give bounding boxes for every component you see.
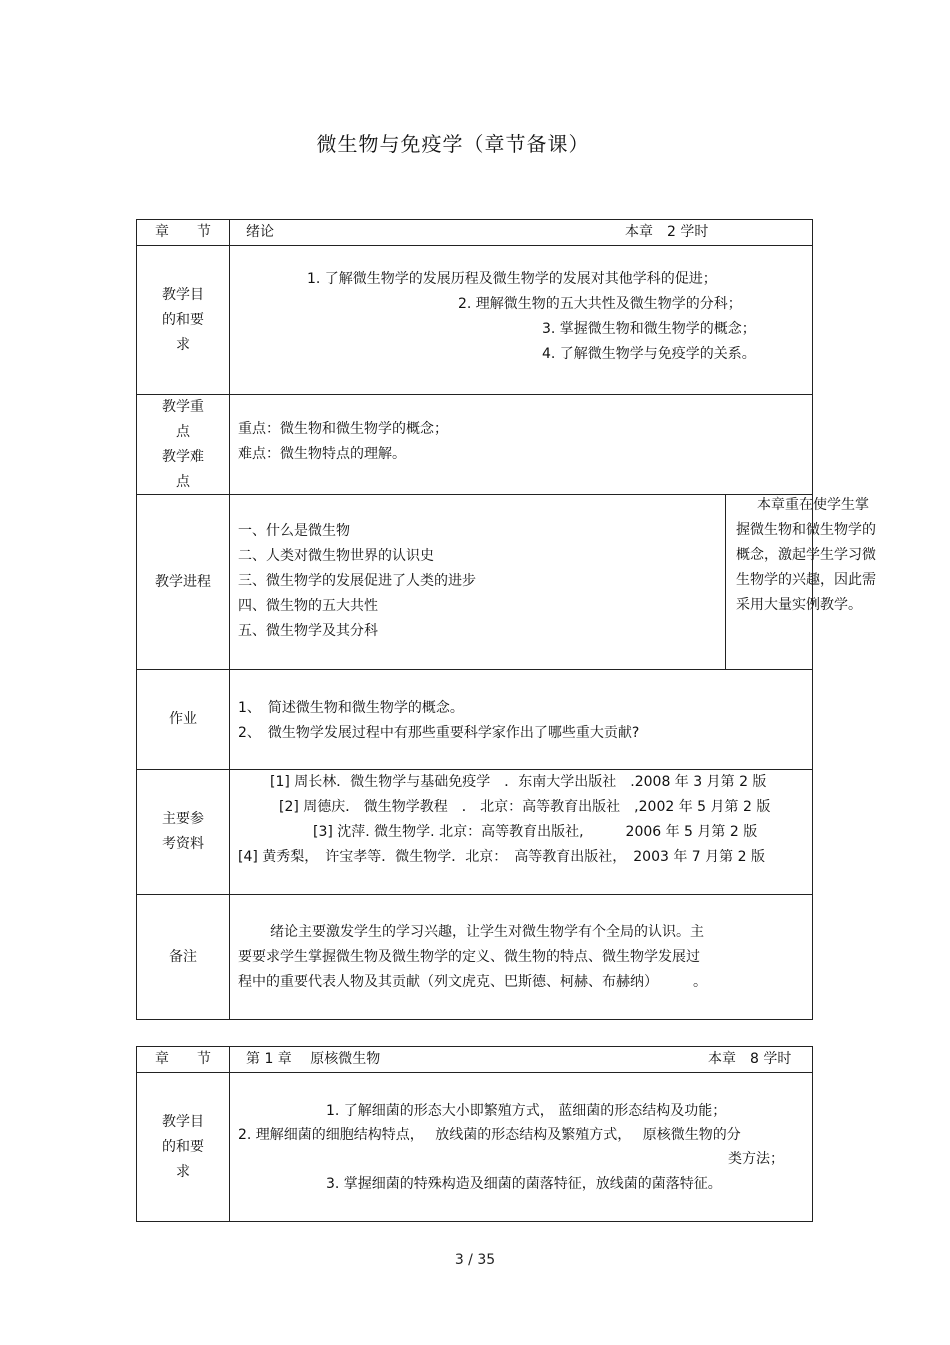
lesson-table-chapter1 (136, 1046, 813, 1222)
label-line: 教学目 (162, 286, 204, 303)
label-line: 教学重 (162, 398, 204, 415)
label-line: 点 (176, 473, 190, 490)
page-title: 微生物与免疫学（章节备课） (316, 132, 590, 156)
objective-line: 4. 了解微生物学与免疫学的关系。 (542, 346, 756, 362)
process-item: 五、微生物学及其分科 (238, 623, 378, 639)
process-label: 教学进程 (137, 495, 230, 669)
note-line: 采用大量实例教学。 (736, 597, 862, 613)
remarks-label: 备注 (137, 895, 230, 1020)
chapter-row (137, 1047, 812, 1073)
objective-line: 2. 理解微生物的五大共性及微生物学的分科； (458, 296, 742, 312)
objective-line: 1. 了解微生物学的发展历程及微生物学的发展对其他学科的促进； (307, 271, 717, 287)
keypoints-row (137, 395, 812, 495)
label-line: 点 (176, 423, 190, 440)
objectives-row (137, 1073, 812, 1221)
keypoint-line: 重点：微生物和微生物学的概念； (238, 421, 448, 437)
difficulty-line: 难点：微生物特点的理解。 (238, 446, 406, 462)
objective-line: 3. 掌握微生物和微生物学的概念； (542, 321, 756, 337)
references-row (137, 770, 812, 895)
chapter-row (137, 220, 812, 246)
label-line: 教学目 (162, 1113, 204, 1130)
lesson-table-intro (136, 219, 876, 1020)
remark-line: 要要求学生掌握微生物及微生物学的定义、微生物的特点、微生物学发展过 (238, 949, 700, 965)
remark-line: 绪论主要激发学生的学习兴趣，让学生对微生物学有个全局的认识。主 (270, 924, 704, 940)
note-line: 本章重在使学生掌 (757, 497, 869, 513)
homework-row (137, 670, 812, 770)
keypoints-label (137, 395, 230, 494)
chapter-label: 章 节 (137, 1047, 230, 1072)
label-line: 的和要 (162, 311, 204, 328)
chapter-title: 绪论 (246, 224, 274, 240)
objective-line: 2. 理解细菌的细胞结构特点， 放线菌的形态结构及繁殖方式， 原核微生物的分 (238, 1127, 741, 1143)
label-line: 考资料 (162, 836, 204, 852)
objective-line: 1. 了解细菌的形态大小即繁殖方式， 蓝细菌的形态结构及功能； (326, 1103, 727, 1119)
homework-item: 2、 微生物学发展过程中有那些重要科学家作出了哪些重大贡献? (238, 725, 640, 741)
objective-line: 3. 掌握细菌的特殊构造及细菌的菌落特征，放线菌的菌落特征。 (326, 1176, 722, 1192)
label-line: 主要参 (162, 811, 204, 827)
process-note (725, 495, 876, 669)
chapter-title: 第 1 章 原核微生物 (246, 1051, 381, 1067)
objectives-label (137, 246, 230, 394)
note-line: 握微生物和微生物学的 (736, 522, 876, 538)
label-line: 求 (176, 336, 190, 353)
page-number: 3 / 35 (454, 1252, 496, 1268)
homework-label: 作业 (137, 670, 230, 769)
objectives-label (137, 1073, 230, 1221)
homework-item: 1、 简述微生物和微生物学的概念。 (238, 700, 464, 716)
chapter-hours: 本章 8 学时 (708, 1051, 792, 1067)
chapter-label: 章 节 (137, 220, 230, 245)
reference-item: [4] 黄秀梨， 许宝孝等．微生物学．北京： 高等教育出版社， 2003 年 7 月第 2 版 (238, 849, 765, 865)
chapter-hours: 本章 2 学时 (625, 224, 709, 240)
references-label (137, 770, 230, 894)
process-item: 二、人类对微生物世界的认识史 (238, 548, 434, 564)
remark-line: 程中的重要代表人物及其贡献（列文虎克、巴斯德、柯赫、布赫纳） 。 (238, 974, 707, 990)
process-item: 三、微生物学的发展促进了人类的进步 (238, 573, 476, 589)
label-line: 的和要 (162, 1138, 204, 1155)
objectives-row (137, 246, 812, 395)
label-line: 求 (176, 1163, 190, 1180)
reference-item: [2] 周德庆． 微生物学教程 ． 北京：高等教育出版社 ,2002 年 5 月第 2 版 (279, 799, 771, 815)
reference-item: [1] 周长林．微生物学与基础免疫学 ．东南大学出版社 .2008 年 3 月第 2 版 (270, 774, 767, 790)
label-line: 教学难 (162, 448, 204, 465)
process-row (137, 495, 876, 670)
note-line: 生物学的兴趣，因此需 (736, 572, 876, 588)
note-line: 概念，激起学生学习微 (736, 547, 876, 563)
process-item: 四、微生物的五大共性 (238, 598, 378, 614)
process-item: 一、什么是微生物 (238, 523, 350, 539)
objective-line: 类方法； (728, 1151, 784, 1167)
remarks-row (137, 895, 812, 1020)
reference-item: [3] 沈萍. 微生物学. 北京：高等教育出版社, 2006 年 5 月第 2 版 (313, 824, 758, 840)
